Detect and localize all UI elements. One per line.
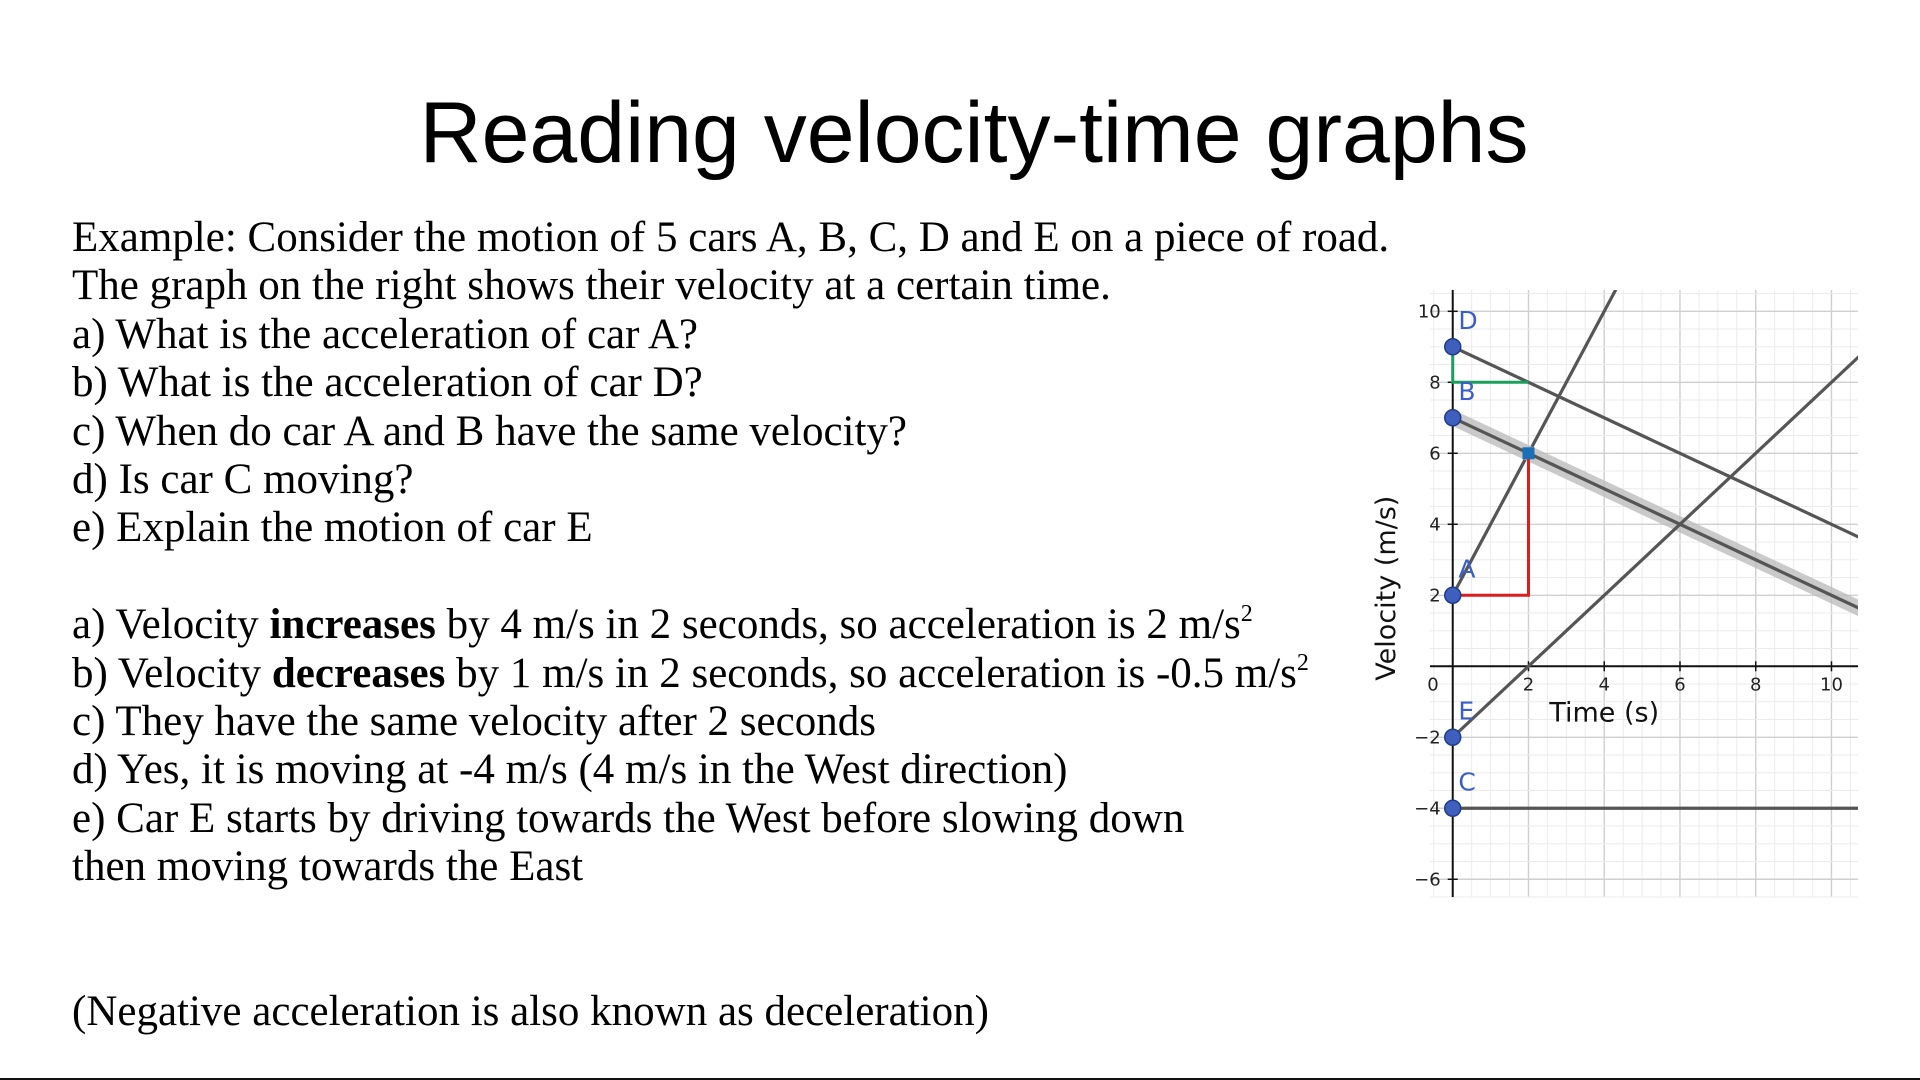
y-axis-title: Velocity (m/s) <box>1371 495 1402 681</box>
answer-a-emphasis: increases <box>269 601 436 649</box>
answer-b: b) Velocity decreases by 1 m/s in 2 seconds, so acceleration is -0.5 $m/s^2$ <box>72 649 1309 697</box>
intro-line: The graph on the right shows their velocity at a certain time. <box>72 262 1111 310</box>
question-a: a) What is the acceleration of car A? <box>72 310 698 358</box>
point-label-E: E <box>1458 696 1475 726</box>
series-E-start-point <box>1445 729 1461 745</box>
question-c: c) When do car A and B have the same velocity? <box>72 407 908 455</box>
y-tick-label: 4 <box>1429 514 1441 536</box>
series-B-start-point <box>1445 410 1461 426</box>
velocity-time-graph <box>1370 280 1860 910</box>
answer-e-continued: then moving towards the East <box>72 843 584 891</box>
y-tick-label: 2 <box>1429 585 1441 607</box>
y-tick-label: 8 <box>1429 372 1441 394</box>
answer-e: e) Car E starts by driving towards the West before slowing down <box>72 794 1185 842</box>
answer-d: d) Yes, it is moving at -4 m/s (4 m/s in the West direction) <box>72 746 1068 794</box>
body-text <box>72 214 1452 1037</box>
point-label-C: C <box>1458 767 1476 797</box>
answer-b-superscript: 2 <box>1296 649 1309 676</box>
x-tick-label: 4 <box>1598 674 1610 696</box>
x-tick-label: 6 <box>1674 674 1686 696</box>
question-b: b) What is the acceleration of car D? <box>72 359 703 407</box>
x-axis-title: Time (s) <box>1549 697 1660 729</box>
point-label-A: A <box>1458 554 1476 584</box>
series-D-start-point <box>1445 339 1461 355</box>
answer-a-superscript: 2 <box>1240 601 1253 628</box>
series-A-start-point <box>1445 587 1461 603</box>
point-label-B: B <box>1458 377 1476 407</box>
intersection-marker <box>1522 447 1534 459</box>
x-tick-label: 8 <box>1750 674 1762 696</box>
question-e: e) Explain the motion of car E <box>72 504 593 552</box>
question-d: d) Is car C moving? <box>72 455 414 503</box>
series-C-start-point <box>1445 800 1461 816</box>
answer-b-emphasis: decreases <box>271 649 446 697</box>
point-label-D: D <box>1458 306 1478 336</box>
answer-a: a) Velocity increases by 4 m/s in 2 seconds, so acceleration is 2 $m/s^2$ <box>72 601 1253 649</box>
y-tick-label: 10 <box>1417 301 1441 323</box>
answer-c: c) They have the same velocity after 2 seconds <box>72 697 876 745</box>
y-tick-label: −6 <box>1414 869 1441 891</box>
x-tick-label: 10 <box>1820 674 1843 696</box>
intro-line: Example: Consider the motion of 5 cars A, B, C, D and E on a piece of road. <box>72 214 1390 261</box>
slide-title: Reading velocity-time graphs <box>419 85 1529 181</box>
y-tick-label: 6 <box>1429 443 1441 465</box>
origin-label: 0 <box>1427 674 1439 696</box>
y-tick-label: −4 <box>1414 798 1441 820</box>
x-tick-label: 2 <box>1522 674 1535 696</box>
y-tick-label: −2 <box>1414 727 1441 749</box>
deceleration-note: (Negative acceleration is also known as deceleration) <box>72 988 989 1036</box>
